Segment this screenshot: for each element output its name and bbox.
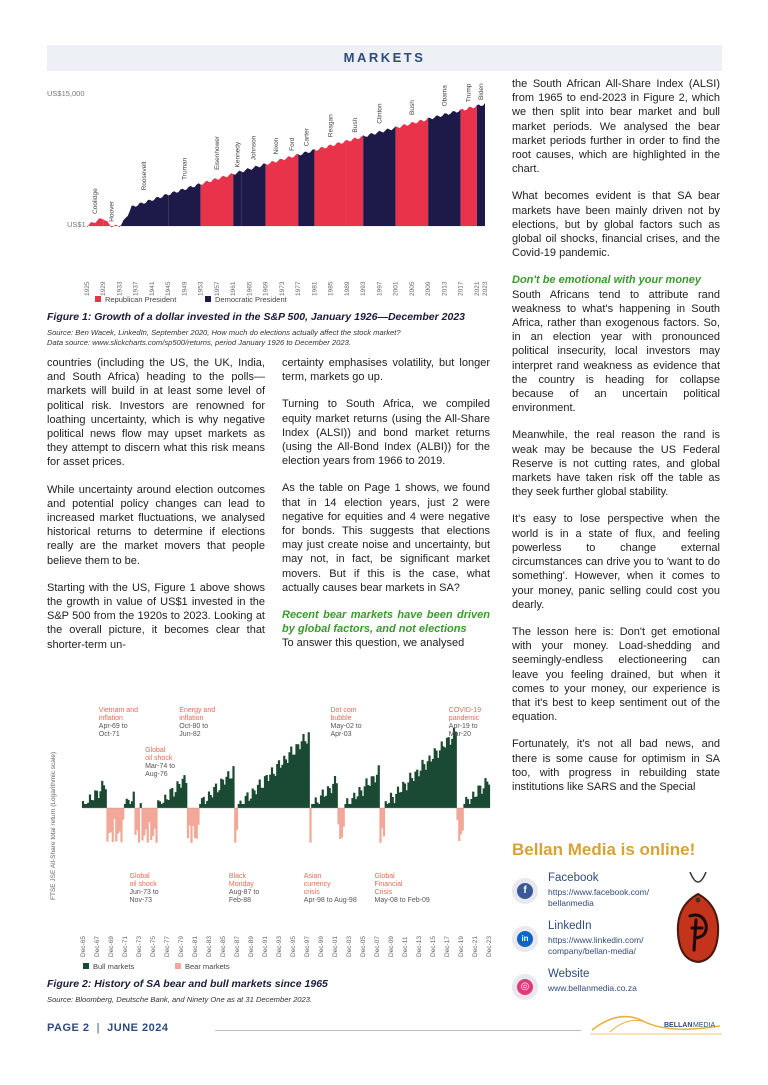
paragraph: While uncertainty around election outcomes and potential policy changes can lead to increased market fluctuations, we analysed historical returns to determine if elections really are the market movers that people believe them to be.: [47, 483, 265, 567]
figure2-source: Source: Bloomberg, Deutsche Bank, and Ninety One as at 31 December 2023.: [47, 995, 313, 1004]
subheading: Don't be emotional with your money: [512, 274, 702, 287]
legend-label: Bear markets: [185, 962, 230, 971]
top-event-label: inflation: [98, 715, 123, 722]
paragraph: countries (including the US, the UK, India, and South Africa) heading to the polls—markets will build in at least some level of political risk. Investors are renowned for loathing uncertainty, which is why negative political news flow may upset markets as they attempt to discern what this risk means for asset prices.: [47, 357, 265, 469]
x-tick-label: 2005: [408, 281, 416, 296]
footer-divider: [215, 1030, 581, 1031]
bottom-event-label-date: Aug-87 to: [228, 889, 260, 896]
president-label: Hoover: [108, 200, 116, 222]
x-tick-label: Dec-05: [360, 936, 367, 957]
x-tick-label: Dec-87: [234, 936, 241, 957]
facebook-icon: [512, 878, 538, 904]
x-tick-label: Dec-81: [192, 936, 199, 957]
bottom-event-label: Black: [228, 873, 247, 880]
x-tick-label: Dec-09: [388, 936, 395, 957]
president-area: [428, 109, 460, 226]
x-tick-label: Dec-71: [122, 936, 129, 957]
paragraph: the South African All-Share Index (ALSI) from 1965 to end-2023 in Figure 2, which we then split into bear market and bull market periods. We analysed the bear market periods further in order to find the root causes, which are highlighted in the chart.: [512, 78, 720, 176]
contact-label: LinkedIn: [548, 920, 592, 932]
x-tick-label: Dec-75: [150, 936, 157, 957]
linkedin-icon: [512, 926, 538, 952]
x-tick-label: Dec-83: [206, 936, 213, 957]
paragraph: What becomes evident is that SA bear markets have been mainly driven not by elections, but by global factors such as global oil shocks, financial crises, and the Covid-19 pandemic.: [512, 190, 720, 260]
x-tick-label: 2017: [457, 281, 465, 296]
x-tick-label: 1969: [262, 281, 270, 296]
paragraph: Starting with the US, Figure 1 above shows the growth in value of US$1 invested in the S&P 500 from the 1920s to 2023. Looking at the overall picture, it becomes clear that shorter-term un-: [47, 581, 265, 651]
bottom-event-label: oil shock: [129, 881, 157, 888]
section-header: [47, 45, 722, 71]
x-tick-label: 1997: [376, 281, 384, 296]
top-event-label: Energy and: [179, 707, 216, 714]
x-tick-label: Dec-97: [304, 936, 311, 957]
bottom-event-label-date: Feb-88: [228, 897, 252, 904]
x-tick-label: Dec-95: [290, 936, 297, 957]
logo-text-2: MEDIA: [693, 1022, 716, 1029]
y-top-label: US$15,000: [47, 89, 85, 98]
president-area: [314, 140, 346, 226]
x-tick-label: 1945: [165, 281, 173, 296]
president-label: Reagan: [327, 114, 335, 138]
contact-linkedin[interactable]: [512, 920, 692, 964]
x-tick-label: 1993: [360, 281, 368, 296]
x-tick-label: Dec-07: [374, 936, 381, 957]
legend-swatch-bear: [175, 963, 181, 969]
x-tick-label: 2013: [441, 281, 449, 296]
legend-swatch-republican: [95, 296, 101, 302]
x-tick-label: Dec-85: [220, 936, 227, 957]
contact-label: Facebook: [548, 872, 599, 884]
x-tick-label: 1989: [343, 281, 351, 296]
x-tick-label: Dec-73: [136, 936, 143, 957]
bull-market-area: [83, 728, 489, 808]
president-area: [396, 118, 428, 226]
president-label: Nixon: [272, 137, 280, 155]
president-area: [286, 154, 298, 226]
x-tick-label: 1929: [100, 281, 108, 296]
x-tick-label: Dec-69: [108, 936, 115, 957]
president-area: [477, 103, 485, 226]
legend-label: Bull markets: [93, 962, 135, 971]
x-tick-label: Dec-01: [332, 936, 339, 957]
top-event-label: Vietnam and: [98, 707, 138, 714]
paragraph: Meanwhile, the real reason the rand is weak may be because the US Federal Reserve is not cutting rates, and global markets have taken risk off the table as they seek further global stability.: [512, 429, 720, 499]
x-tick-label: Dec-99: [318, 936, 325, 957]
bottom-event-label-date: Apr-98 to Aug-98: [303, 897, 357, 904]
x-tick-label: Dec-11: [402, 936, 409, 957]
bottom-event-label: crisis: [303, 889, 320, 896]
x-tick-label: 1957: [213, 281, 221, 296]
top-event-label-date: Oct-80 to: [179, 723, 209, 730]
president-label: Bush: [408, 100, 416, 115]
bottom-event-label: Global: [129, 873, 150, 880]
x-tick-label: 1977: [295, 281, 303, 296]
president-label: Trump: [465, 83, 473, 103]
y-axis-label: FTSE JSE All-Share total return (Logarithmic scale): [50, 751, 57, 900]
president-label: Obama: [441, 85, 449, 107]
bottom-event-label: currency: [303, 881, 331, 888]
contact-website[interactable]: [512, 968, 692, 1012]
x-tick-label: 1937: [132, 281, 140, 296]
president-label: Roosevelt: [140, 161, 148, 191]
president-area: [347, 135, 363, 226]
paragraph: The lesson here is: Don't get emotional with your money. Load-shedding and seemingly-endless electioneering can leave you feeling drained, but when it comes to your money, our experience is that it's best to keep sentiment out of the equation.: [512, 625, 720, 724]
x-tick-label: 1985: [327, 281, 335, 296]
mid-event-label: oil shock: [145, 755, 173, 762]
x-tick-label: 1961: [230, 281, 238, 296]
x-tick-label: Dec-93: [276, 936, 283, 957]
president-area: [201, 173, 233, 226]
column-1: [47, 356, 265, 652]
bottom-event-label-date: May-08 to Feb-09: [374, 897, 430, 904]
y-bottom-label: US$1: [67, 220, 86, 229]
top-event-label: COVID-19: [448, 707, 482, 714]
bottom-event-label-date: Jun-73 to: [129, 889, 159, 896]
x-tick-label: Dec-19: [458, 936, 465, 957]
figure1-chart: [47, 78, 497, 318]
top-event-label: Dot com: [330, 707, 357, 714]
president-label: Carter: [303, 128, 311, 147]
top-event-label: bubble: [330, 715, 352, 722]
column-2: [282, 356, 490, 651]
x-tick-label: Dec-67: [94, 936, 101, 957]
section-title: MARKETS: [343, 50, 426, 65]
bear-market-area: [108, 808, 463, 843]
paragraph: certainty emphasises volatility, but longer term, markets go up.: [282, 357, 490, 384]
bottom-event-label: Global: [374, 873, 395, 880]
paragraph: It's easy to lose perspective when the world is in a state of flux, and feeling powerless to change external circumstances can drive you to 'want to do something'. However, when it comes to your money, panic selling could cost you dearly.: [512, 513, 720, 611]
president-area: [266, 159, 286, 226]
mid-event-label-date: Aug-76: [145, 771, 168, 778]
mid-event-label-date: Mar-74 to: [145, 763, 176, 770]
president-area: [233, 171, 241, 226]
top-event-label: inflation: [179, 715, 204, 722]
paragraph: To answer this question, we analysed: [282, 637, 465, 650]
column-3: [512, 77, 720, 794]
president-label: Ford: [289, 137, 297, 151]
x-tick-label: 2001: [392, 281, 400, 296]
contact-url[interactable]: www.bellanmedia.co.za: [548, 983, 637, 993]
x-tick-label: 2021: [473, 281, 481, 296]
x-tick-label: 2009: [425, 281, 433, 296]
x-tick-label: 1949: [181, 281, 189, 296]
paragraph: Fortunately, it's not all bad news, and there is some cause for optimism in SA too, with progress in rebuilding state institutions like SARS and the Special: [512, 738, 720, 793]
paragraph: South Africans tend to attribute rand weakness to what's happening in South Africa, rather than exogenous factors. So, in an election year with pronounced political insecurity, local investors may interpret rand weakness as evidence that the country is heading for collapse because of an uncertain political environment.: [512, 288, 720, 415]
figure2-chart: [47, 700, 497, 975]
top-event-label-date: Oct-71: [98, 731, 120, 738]
top-event-label-date: Apr-19 to: [448, 723, 478, 730]
bottom-event-label: Asian: [303, 873, 322, 880]
president-label: Coolidge: [92, 188, 100, 214]
x-tick-label: 1933: [116, 281, 124, 296]
figure2-caption: Figure 2: History of SA bear and bull markets since 1965: [47, 978, 328, 990]
x-tick-label: 1973: [278, 281, 286, 296]
x-tick-label: 1981: [311, 281, 319, 296]
x-tick-label: 1953: [197, 281, 205, 296]
bellan-media-logo: [590, 1008, 722, 1038]
x-tick-label: 1925: [84, 281, 91, 296]
president-area: [298, 149, 314, 226]
legend-label: Republican President: [105, 295, 177, 304]
president-label: Truman: [181, 157, 189, 180]
x-tick-label: Dec-91: [262, 936, 269, 957]
top-event-label: pandemic: [448, 715, 480, 722]
president-label: Eisenhower: [213, 135, 221, 170]
bellan-title: Bellan Media is online!: [512, 840, 696, 859]
president-label: Kennedy: [234, 141, 242, 168]
x-tick-label: 1965: [246, 281, 254, 296]
linkedin-glyph: in: [517, 931, 533, 947]
paragraph: As the table on Page 1 shows, we found that in 14 election years, just 2 were negative for equities and 4 were negative for bonds. This suggests that elections may just create noise and uncertainty, but may not, in fact, be significant market movers. But if this is the case, what actually causes bear markets in SA?: [282, 482, 490, 594]
president-area: [461, 105, 477, 226]
president-label: Biden: [477, 83, 485, 100]
bottom-event-label: Monday: [228, 881, 254, 888]
website-glyph: ◎: [517, 979, 533, 995]
logo-text: BELLAN: [664, 1022, 693, 1029]
x-tick-label: Dec-21: [472, 936, 479, 957]
contact-url[interactable]: https://www.linkedin.com/ company/bellan-media/: [548, 935, 644, 956]
x-tick-label: 1941: [148, 281, 156, 296]
paragraph: Turning to South Africa, we compiled equity market returns (using the All-Share Index (ALSI)) and bond market returns (using the All-Bond Index (ALBI)) for the election years from 1966 to 2019.: [282, 398, 490, 468]
x-tick-label: 2023: [482, 281, 489, 296]
website-icon: [512, 974, 538, 1000]
x-tick-label: Dec-15: [430, 936, 437, 957]
figure1-source-1: Source: Ben Wacek, LinkedIn, September 2020, How much do elections actually affect the stock market?: [47, 328, 401, 337]
footer-page: PAGE 2 | JUNE 2024: [47, 1022, 169, 1034]
mid-event-label: Global: [145, 747, 166, 754]
figure1-source-2: Data source: www.slickcharts.com/sp500/returns, period January 1926 to December 2023.: [47, 338, 351, 347]
x-tick-label: Dec-89: [248, 936, 255, 957]
x-tick-label: Dec-03: [346, 936, 353, 957]
x-tick-label: Dec-17: [444, 936, 451, 957]
president-area: [363, 126, 395, 226]
bottom-event-label: Crisis: [374, 889, 392, 896]
x-tick-label: Dec-65: [80, 936, 87, 957]
top-event-label-date: Mar-20: [448, 731, 471, 738]
contact-label: Website: [548, 968, 590, 980]
top-event-label-date: Apr-69 to: [98, 723, 128, 730]
president-label: Bush: [352, 117, 360, 133]
pendant-image: [672, 872, 724, 964]
president-label: Clinton: [376, 103, 384, 124]
top-event-label-date: Apr-03: [330, 731, 352, 738]
president-area: [241, 163, 265, 226]
top-event-label-date: May-02 to: [330, 723, 362, 730]
bottom-event-label: Financial: [374, 881, 403, 888]
legend-swatch-bull: [83, 963, 89, 969]
president-area: [168, 183, 200, 226]
facebook-glyph: f: [517, 883, 533, 899]
top-event-label-date: Jun-82: [179, 731, 201, 738]
legend-label: Democratic President: [215, 295, 287, 304]
president-label: Johnson: [250, 135, 258, 161]
legend-swatch-democratic: [205, 296, 211, 302]
contact-facebook[interactable]: [512, 872, 692, 916]
x-tick-label: Dec-79: [178, 936, 185, 957]
contact-url[interactable]: https://www.facebook.com/ bellanmedia: [548, 887, 650, 908]
president-area: [119, 194, 168, 227]
subheading: Recent bear markets have been driven by global factors, and not elections: [282, 609, 490, 636]
x-tick-label: Dec-23: [486, 936, 493, 957]
x-tick-label: Dec-13: [416, 936, 423, 957]
figure1-caption: Figure 1: Growth of a dollar invested in the S&P 500, January 1926—December 2023: [47, 311, 466, 323]
x-tick-label: Dec-77: [164, 936, 171, 957]
bottom-event-label-date: Nov-73: [129, 897, 153, 904]
